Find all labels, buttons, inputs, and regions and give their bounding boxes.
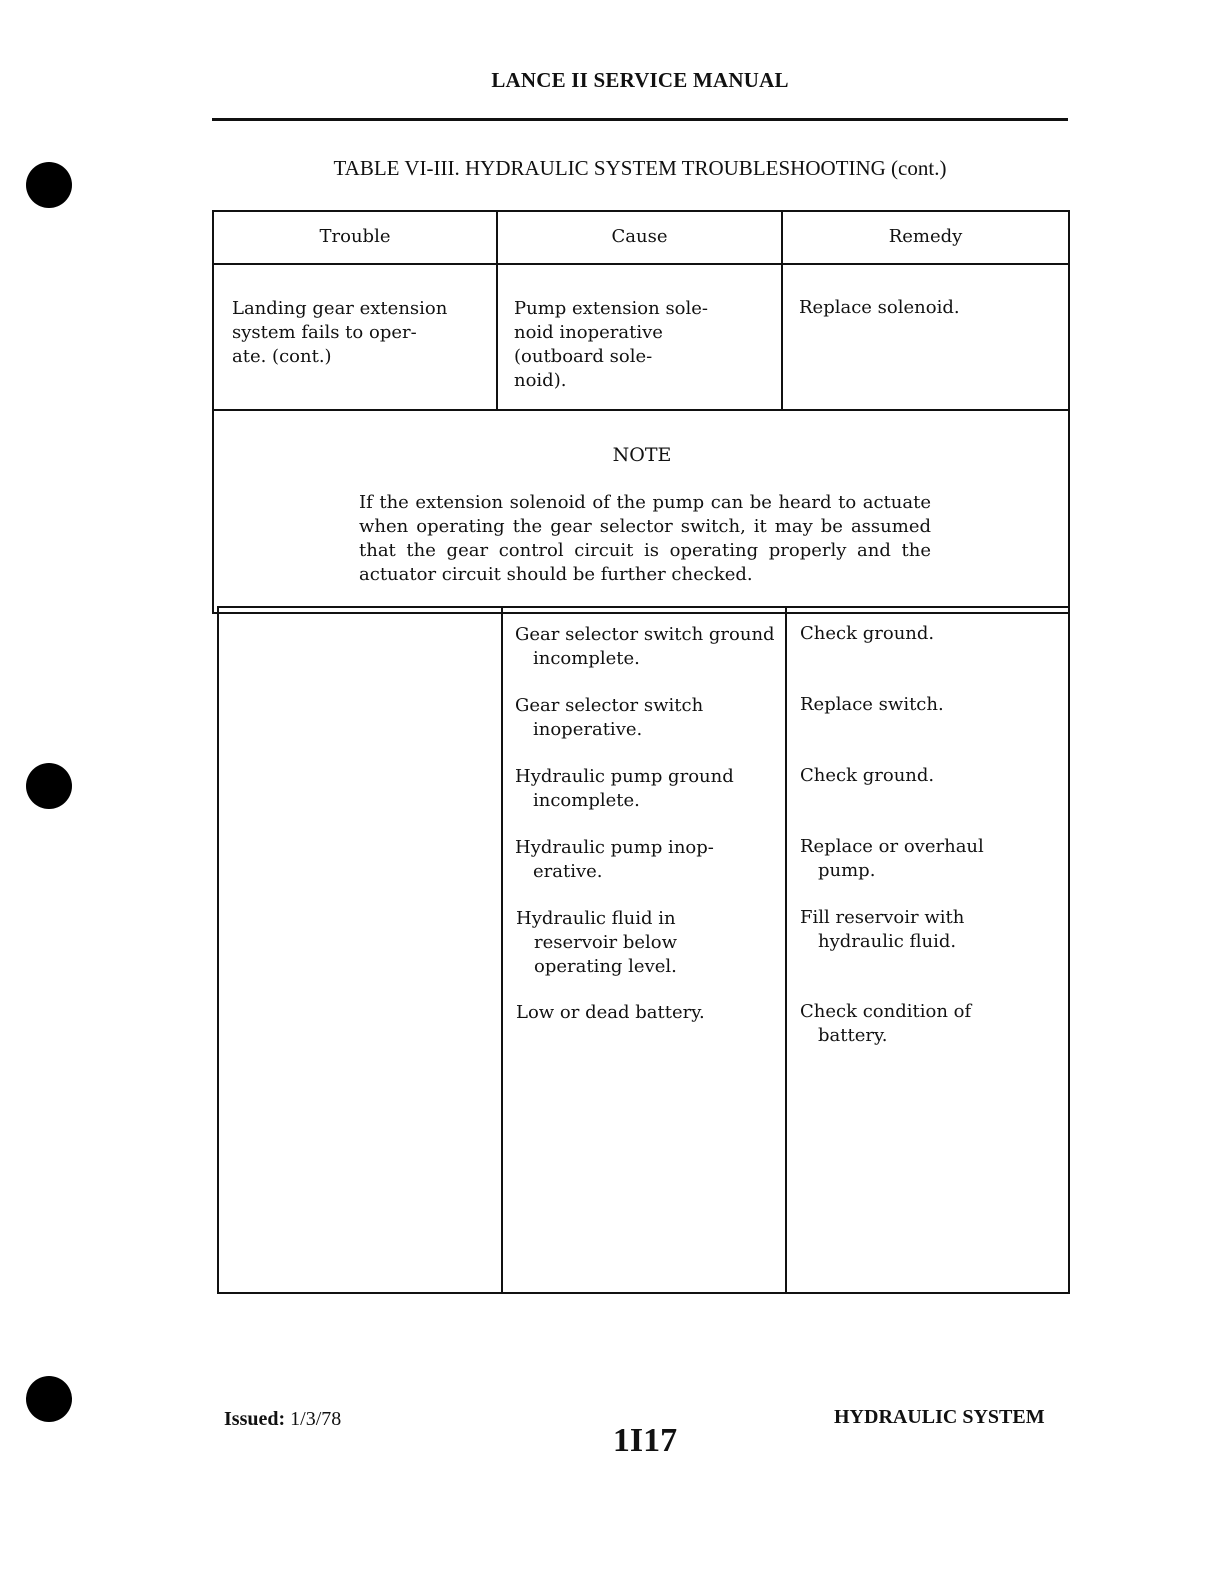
cause-cell: Gear selector switch inoperative. [515, 695, 704, 740]
binder-hole-bottom [26, 1376, 72, 1422]
column-divider-1-bottom [501, 606, 503, 1294]
remedy-cell-solenoid: Replace solenoid. [799, 297, 960, 318]
column-divider-2-bottom [785, 606, 787, 1294]
trouble-cell: Landing gear extension system fails to oper- ate. (cont.) [232, 298, 448, 367]
column-header-cause: Cause [611, 226, 668, 247]
cause-cell: Gear selector switch ground incomplete. [515, 624, 775, 669]
page-number: 1I17 [612, 1422, 678, 1459]
remedy-cell: Replace switch. [800, 694, 944, 715]
cause-cell: Hydraulic pump ground incomplete. [515, 766, 734, 811]
binder-hole-middle [26, 763, 72, 809]
cause-cell: Hydraulic pump inop- erative. [515, 837, 714, 882]
remedy-cell: Check condition of battery. [800, 1001, 972, 1046]
remedy-cell: Replace or overhaul pump. [800, 836, 984, 881]
header-rule [212, 118, 1068, 121]
note-title: NOTE [612, 444, 672, 466]
column-header-remedy: Remedy [888, 226, 963, 247]
header-separator [212, 263, 1070, 265]
table-title: TABLE VI-III. HYDRAULIC SYSTEM TROUBLESHOOTING (cont.) [333, 156, 947, 180]
issued-date [224, 1408, 341, 1431]
column-header-trouble: Trouble [319, 226, 391, 247]
binder-hole-top [26, 162, 72, 208]
remedy-cell: Fill reservoir with hydraulic fluid. [800, 907, 965, 952]
note-text: If the extension solenoid of the pump can be heard to actuate when operating the gear selector switch, it may be assumed that the gear control circuit is operating properly and the actuator circuit should be further checked. [359, 492, 931, 585]
manual-header: LANCE II SERVICE MANUAL [491, 68, 789, 92]
issued-date-value: 1/3/78 [290, 1408, 342, 1430]
cause-cell: Low or dead battery. [516, 1002, 705, 1023]
note-separator-top [212, 409, 1070, 411]
issued-label: Issued: [224, 1408, 286, 1430]
section-name: HYDRAULIC SYSTEM [834, 1406, 1045, 1428]
remedy-cell: Check ground. [800, 623, 935, 644]
cause-cell-solenoid: Pump extension sole- noid inoperative (outboard sole- noid). [514, 298, 709, 391]
remedy-cell: Check ground. [800, 765, 935, 786]
cause-cell: Hydraulic fluid in reservoir below operating level. [516, 908, 678, 977]
